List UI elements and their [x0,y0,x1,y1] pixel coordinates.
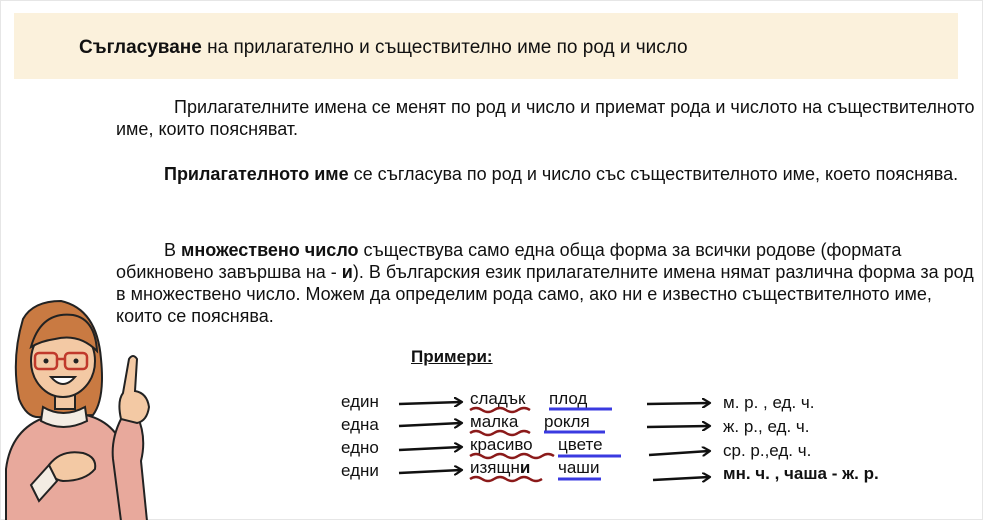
paragraph-3-end: ). В българския език прилагателните имена нямат различна форма за род в множествено число. Можем да определим рода само, ако ни е известно съществителното име, които се пояснява. [116,262,974,326]
title-rest: на прилагателно и съществително име по род и число [201,37,688,58]
examples-title: Примери: [411,347,493,366]
example-3-result: ср. р.,ед. ч. [723,441,812,460]
arrow-1-right [647,403,709,404]
example-3-article: едно [341,438,379,457]
arrow-4-left [399,470,461,473]
paragraph-3-bold-ending: и [341,262,353,282]
arrow-4-right [653,477,709,480]
example-1-adjective: сладък [470,389,526,408]
arrow-2-left [399,423,461,426]
arrow-2-right [647,426,709,427]
paragraph-3-start: В [164,240,182,260]
paragraph-2 [116,163,978,185]
example-1-article: един [341,392,379,411]
paragraph-2-text: се съгласува по род и число със съществителното име, което пояснява. [348,164,959,184]
example-3-noun: цвете [558,435,603,454]
paragraph-2-bold: Прилагателното име [164,164,349,184]
slide-title [79,37,688,59]
example-2-article: една [341,415,379,434]
example-3-adjective: красиво [470,435,533,454]
example-2-adjective: малка [470,412,519,431]
example-4-result: мн. ч. , чаша - ж. р. [723,464,879,483]
paragraph-1-text: Прилагателните имена се менят по род и число и приемат рода и числото на съществителното име, които поясняват. [116,97,975,139]
paragraph-3-mid: съществува само една обща форма за всички родове (формата обикновено завършва на - [116,240,902,282]
arrow-1-left [399,402,461,404]
example-1-noun: плод [549,389,588,408]
example-4-adjective [470,458,530,478]
paragraph-3 [116,239,978,327]
example-2-result: ж. р., ед. ч. [723,417,810,436]
arrow-3-right [649,451,709,455]
arrow-3-left [399,447,461,450]
example-4-adjective-ending: и [519,458,531,477]
example-2-noun: рокля [544,412,590,431]
paragraph-3-bold: множествено число [181,240,359,260]
teacher-illustration [1,289,176,520]
example-4-article: едни [341,461,379,480]
paragraph-1 [116,96,978,140]
example-4-noun: чаши [558,458,600,477]
example-1-result: м. р. , ед. ч. [723,393,815,412]
example-4-adjective-stem: изящн [470,458,520,477]
title-bold: Съгласуване [79,37,202,58]
